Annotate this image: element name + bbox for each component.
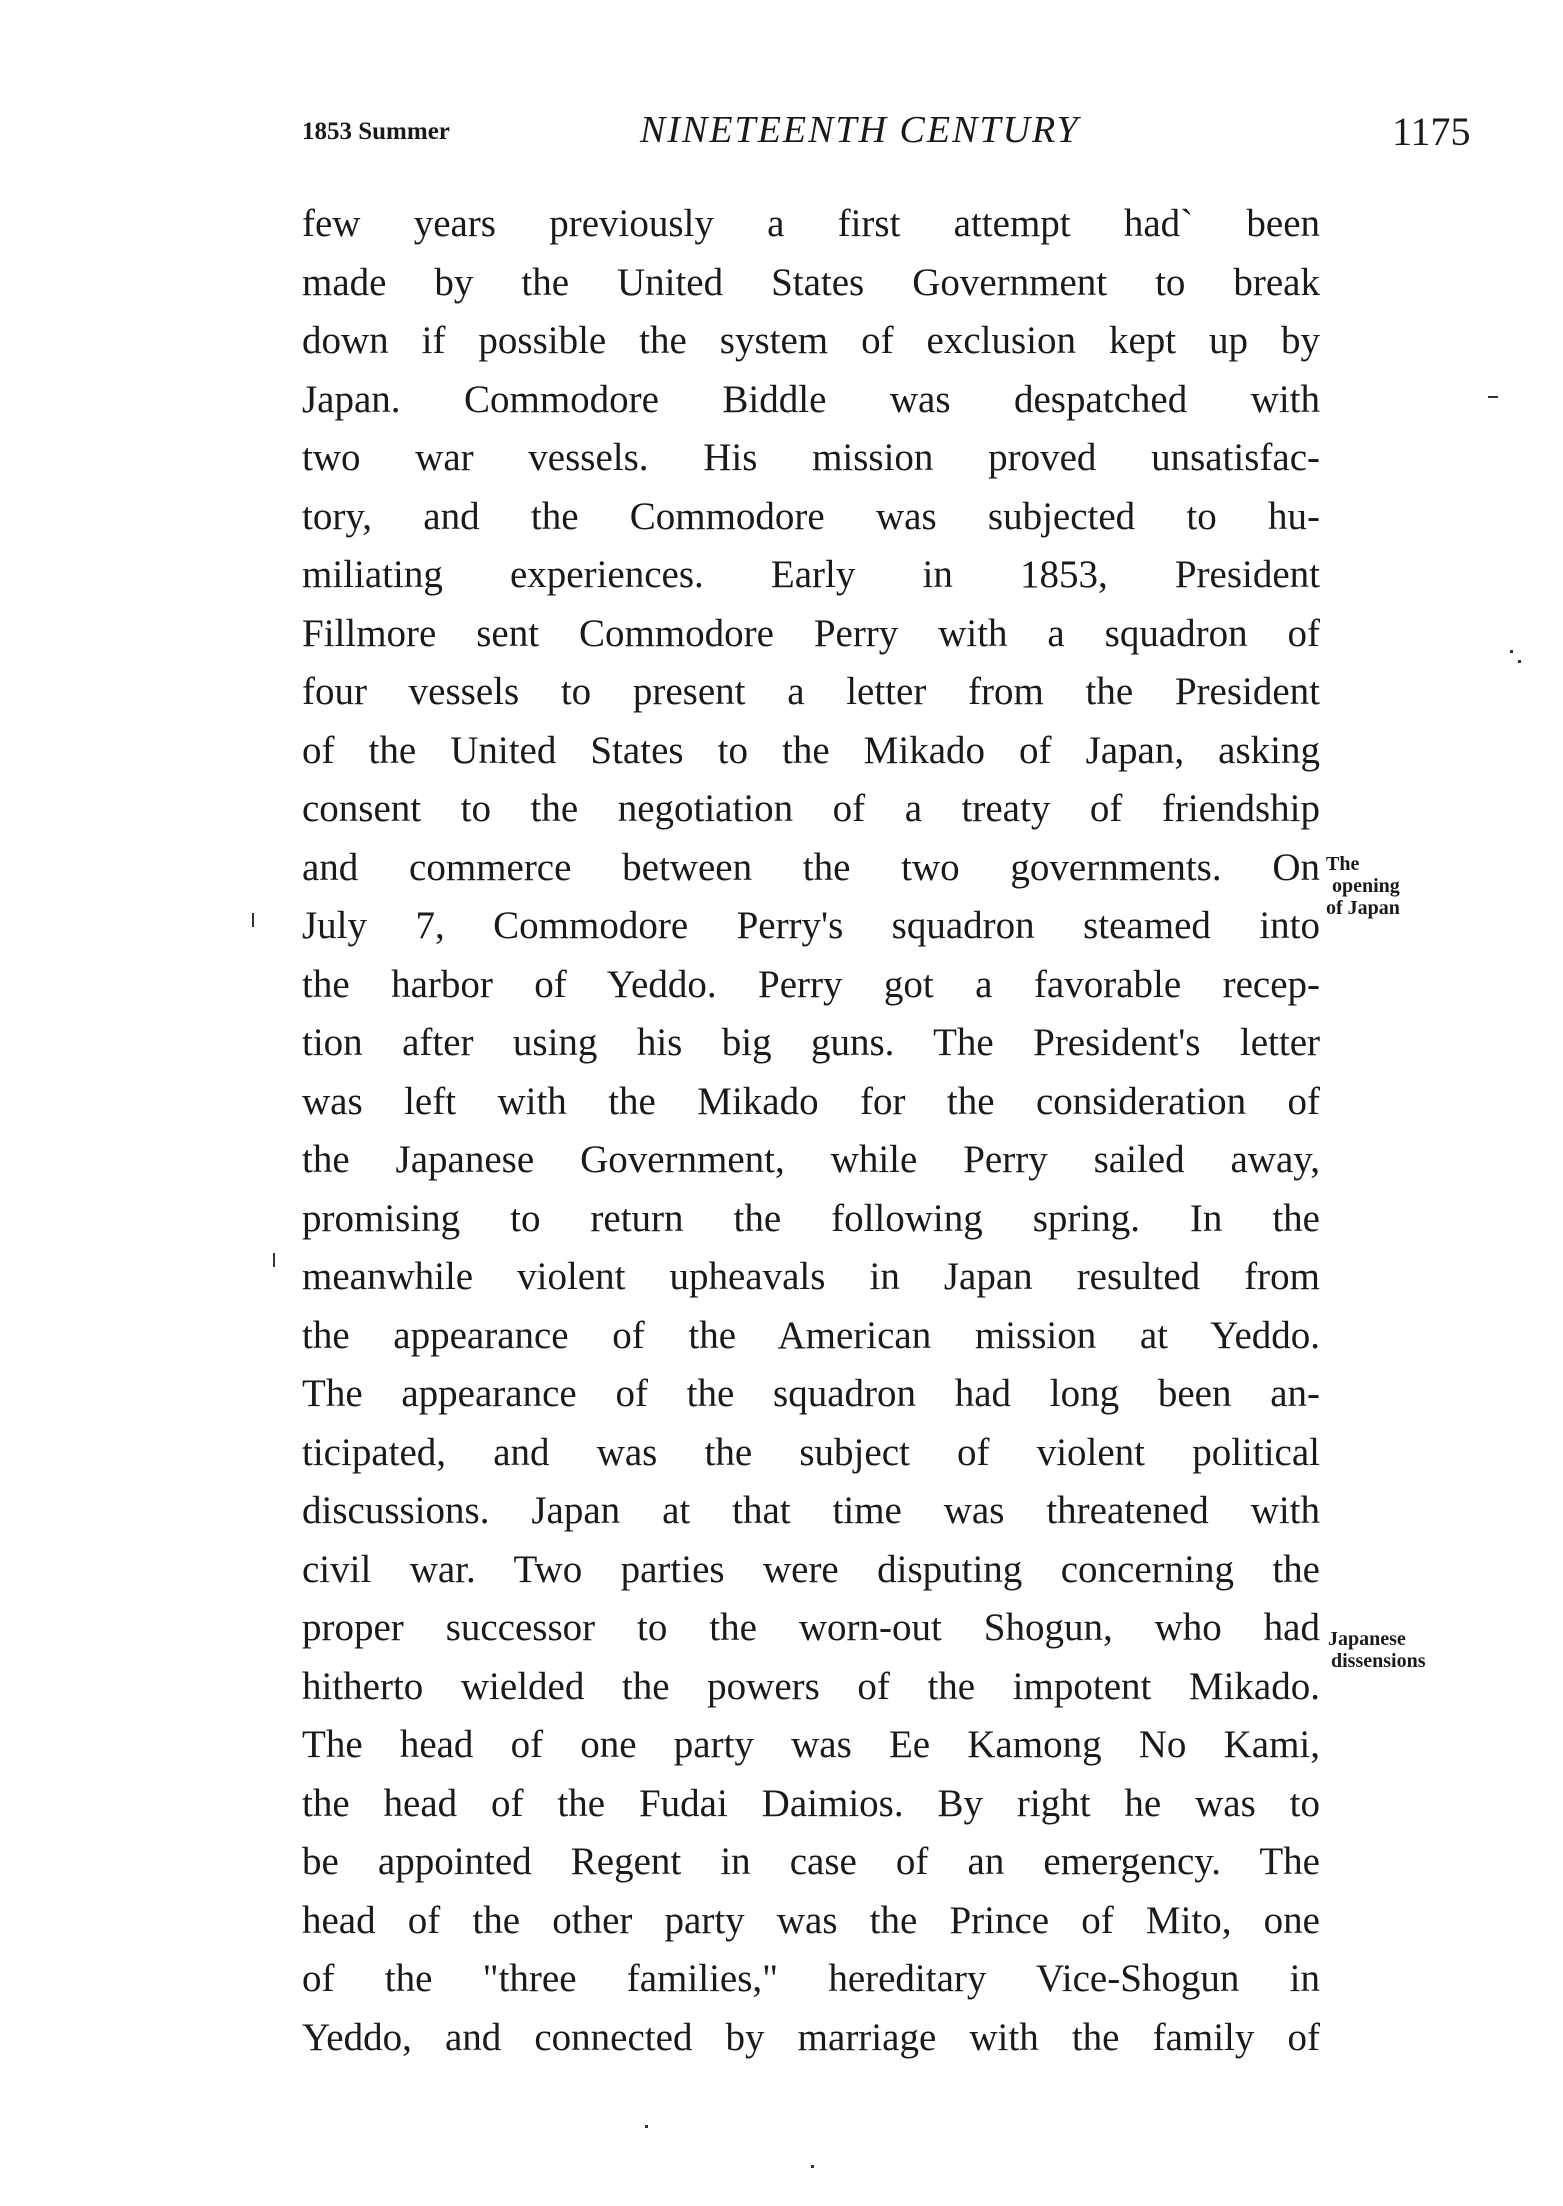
text-line: was left with the Mikado for the consideration of [302,1079,1320,1123]
text-line: two war vessels. His mission proved unsatisfac- [302,436,1320,479]
text-line: few years previously a first attempt had` been [302,202,1320,245]
text-line: the appearance of the American mission at Yeddo. [302,1313,1320,1357]
text-line: tion after using his big guns. The President's letter [302,1021,1320,1064]
text-line: four vessels to present a letter from the President [302,670,1320,713]
scan-mark [645,2125,648,2128]
text-line: discussions. Japan at that time was threatened with [302,1489,1320,1532]
text-line: the head of the Fudai Daimios. By right he was to [302,1781,1320,1825]
text-line: The head of one party was Ee Kamong No Kami, [302,1723,1320,1766]
side-note-line: of Japan [1326,897,1400,919]
text-line: and commerce between the two governments. On [302,845,1320,889]
text-line: miliating experiences. Early in 1853, President [302,553,1320,596]
text-line: of the United States to the Mikado of Japan, asking [302,728,1320,772]
scan-mark [252,913,254,927]
page-number: 1175 [1392,109,1471,154]
text-line: consent to the negotiation of a treaty of friendship [302,787,1320,830]
text-line: The appearance of the squadron had long been an- [302,1372,1320,1415]
scan-mark [1510,650,1513,653]
text-line: down if possible the system of exclusion kept up by [302,319,1320,362]
text-line: Fillmore sent Commodore Perry with a squadron of [302,611,1320,655]
text-line: head of the other party was the Prince of Mito, one [302,1898,1320,1942]
running-head [0,108,1563,158]
text-line: Yeddo, and connected by marriage with the family of [302,2015,1320,2059]
side-note-opening-of-japan [1326,853,1400,919]
header-date: 1853 Summer [302,118,450,145]
scan-mark [1518,660,1521,663]
text-line: July 7, Commodore Perry's squadron steamed into [302,904,1320,947]
header-title: NINETEENTH CENTURY [640,109,1080,151]
text-line: the Japanese Government, while Perry sailed away, [302,1138,1320,1181]
side-note-line: dissensions [1331,1650,1426,1672]
text-line: promising to return the following spring. In the [302,1196,1320,1240]
text-line: civil war. Two parties were disputing concerning the [302,1547,1320,1591]
text-line: Japan. Commodore Biddle was despatched with [302,377,1320,421]
side-note-line: Japanese [1328,1628,1406,1650]
scan-mark [273,1253,275,1267]
side-note-japanese-dissensions [1328,1628,1426,1672]
side-note-line: opening [1332,875,1400,897]
text-line: the harbor of Yeddo. Perry got a favorable recep- [302,962,1320,1006]
text-line: of the "three families," hereditary Vice-Shogun in [302,1957,1320,2000]
body-text [302,195,1320,2067]
text-line: made by the United States Government to break [302,260,1320,304]
text-line: proper successor to the worn-out Shogun, who had [302,1606,1320,1649]
text-line: meanwhile violent upheavals in Japan resulted from [302,1255,1320,1298]
text-line: hitherto wielded the powers of the impotent Mikado. [302,1664,1320,1708]
scan-mark [1488,396,1498,398]
text-line: tory, and the Commodore was subjected to hu- [302,494,1320,538]
text-line: ticipated, and was the subject of violent political [302,1430,1320,1474]
text-line: be appointed Regent in case of an emergency. The [302,1840,1320,1883]
side-note-line: The [1326,853,1360,875]
scan-mark [811,2165,814,2168]
